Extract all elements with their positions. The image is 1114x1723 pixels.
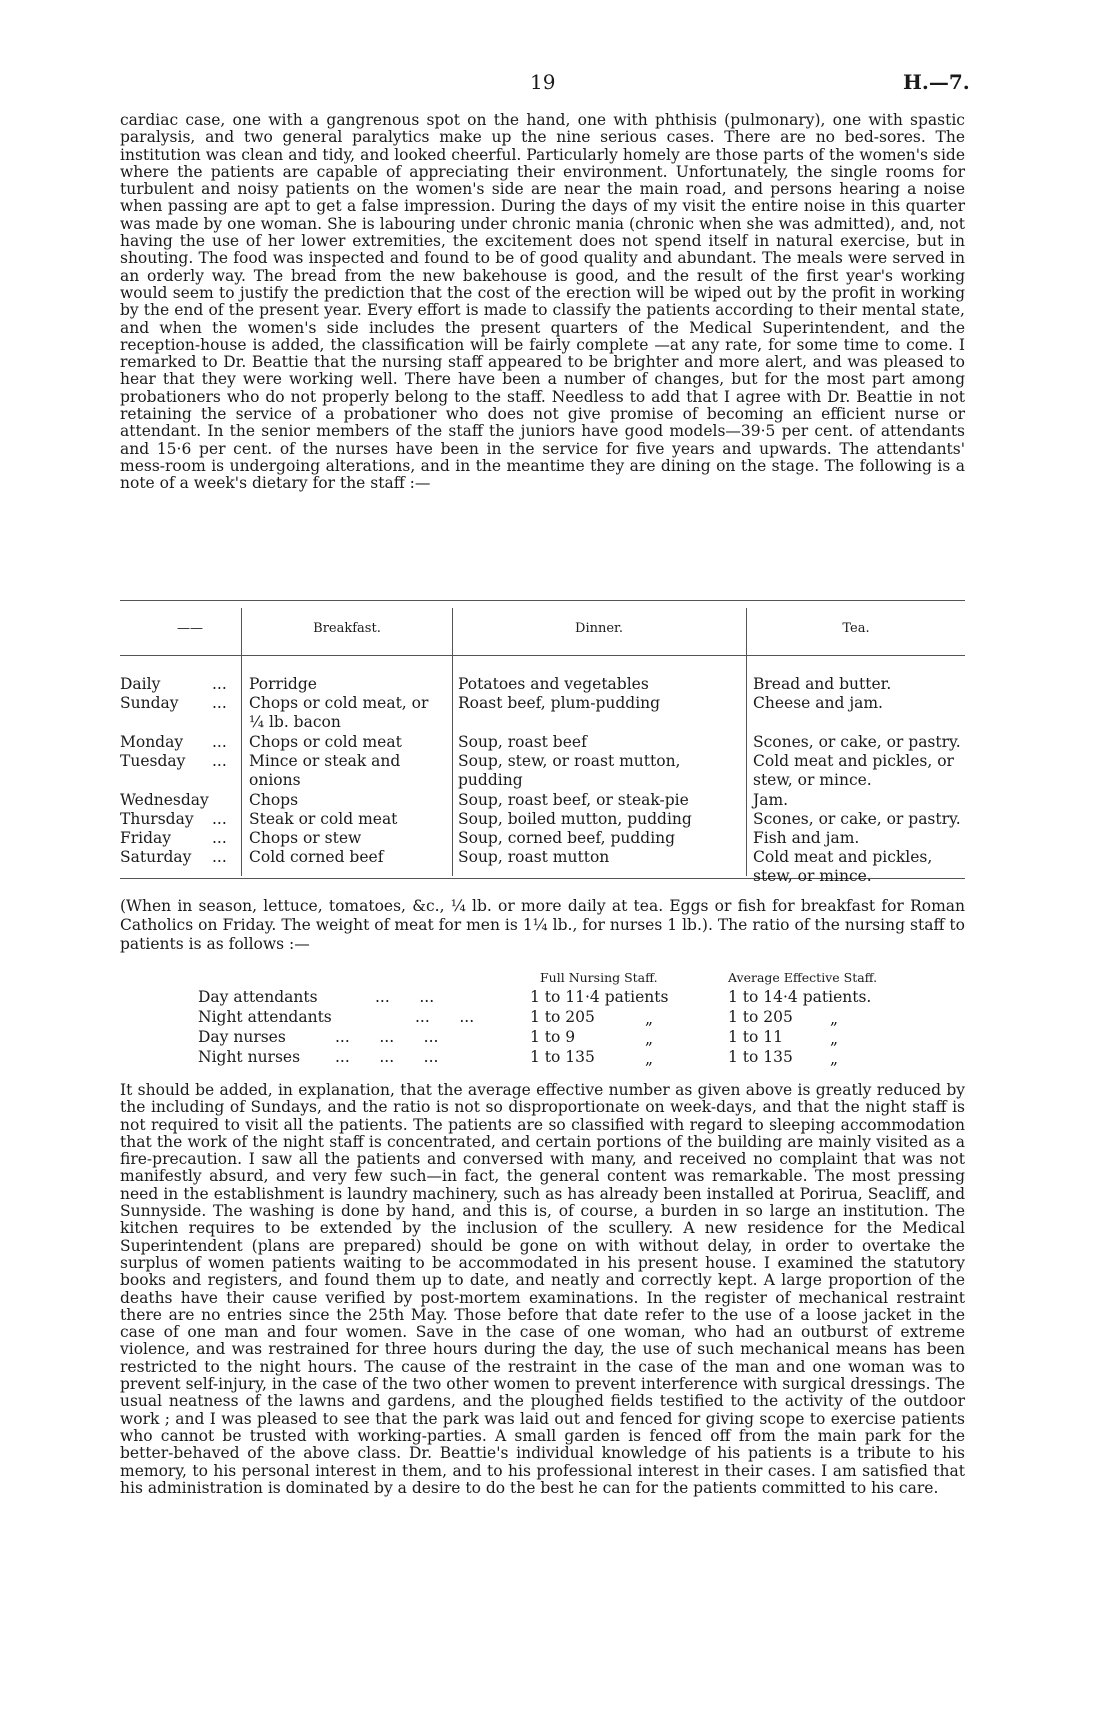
ditto-mark: „ bbox=[645, 1050, 654, 1068]
ratio-label: Day attendants bbox=[198, 988, 318, 1006]
ditto-mark: „ bbox=[645, 1030, 654, 1048]
ditto-mark: „ bbox=[645, 1010, 654, 1028]
table-cell-breakfast: Chops or cold meat bbox=[249, 733, 402, 751]
table-column-divider bbox=[746, 608, 747, 876]
table-cell-breakfast: Chops or cold meat, or ¼ lb. bacon bbox=[249, 694, 429, 731]
table-cell-dinner: Soup, roast beef bbox=[458, 733, 587, 751]
leader-dots: ... bbox=[212, 829, 227, 847]
body-paragraph-3: It should be added, in explanation, that the average effective number as given above is greatly reduced by the including of Sundays, and the ratio is not so disproportionate on week-days, and that the night staff is not required to visit all the patients. The patients are so classified with regard to sleeping accommodation that the work of the night staff is concentrated, and certain portions of the building are mainly visited as a fire-precaution. I saw all the patients and conversed with many, and received no complaint that was not manifestly absurd, and very few such—in fact, the general content was remarkable. The most pressing need in the establishment is laundry machinery, such as has already been installed at Porirua, Seacliff, and Sunnyside. The washing is done by hand, and this is, of course, a burden in so large an institution. The kitchen requires to be extended by the inclusion of the scullery. A new residence for the Medical Superintendent (plans are prepared) should be gone on with without delay, in order to overtake the surplus of women patients waiting to be accommodated in his present house. I examined the statutory books and registers, and found them up to date, and neatly and correctly kept. A large proportion of the deaths have their cause verified by post-mortem examinations. In the register of mechanical restraint there are no entries since the 25th May. Those before that date refer to the use of a loose jacket in the case of one man and four women. Save in the case of one woman, who had an outburst of extreme violence, and was restrained for three hours during the day, the use of such mechanical means has been restricted to the night hours. The cause of the restraint in the case of the man and one woman was to prevent self-injury, in the case of the two other women to prevent interference with surgical dressings. The usual neatness of the lawns and gardens, and the ploughed fields testified to the activity of the outdoor work ; and I was pleased to see that the park was laid out and fenced for giving scope to exercise patients who cannot be trusted with working-parties. A small garden is fenced off from the main park for the better-behaved of the above class. Dr. Beattie's individual knowledge of his patients is a tribute to his memory, to his personal interest in them, and to his professional interest in their cases. I am satisfied that his administration is dominated by a desire to do the best he can for the patients committed to his care. bbox=[120, 1081, 965, 1497]
page-number: 19 bbox=[530, 70, 556, 94]
ratio-full: 1 to 205 bbox=[530, 1008, 595, 1026]
table-cell-tea: Cold meat and pickles, or stew, or mince. bbox=[753, 752, 954, 789]
table-cell-tea: Fish and jam. bbox=[753, 829, 860, 847]
table-header-rule bbox=[120, 655, 965, 656]
leader-dots: ... ... bbox=[415, 1008, 475, 1026]
table-cell-dinner: Soup, roast beef, or steak-pie bbox=[458, 791, 689, 809]
table-top-rule bbox=[120, 600, 965, 601]
ratio-average: 1 to 14·4 patients. bbox=[728, 988, 872, 1006]
table-column-divider bbox=[241, 608, 242, 876]
table-cell-tea: Bread and butter. bbox=[753, 675, 892, 693]
table-cell-breakfast: Chops bbox=[249, 791, 299, 809]
table-cell-dinner: Soup, roast mutton bbox=[458, 848, 610, 866]
table-cell-breakfast: Steak or cold meat bbox=[249, 810, 398, 828]
table-cell-day: Tuesday bbox=[120, 752, 186, 770]
table-cell-dinner: Roast beef, plum-pudding bbox=[458, 694, 661, 712]
table-cell-day: Friday bbox=[120, 829, 172, 847]
ditto-mark: „ bbox=[830, 1050, 839, 1068]
leader-dots: ... ... ... bbox=[335, 1048, 439, 1066]
table-cell-tea: Cheese and jam. bbox=[753, 694, 883, 712]
body-paragraph-1: cardiac case, one with a gangrenous spot on the hand, one with phthisis (pulmonary), one with spastic paralysis, and two general paralytics make up the nine serious cases. There are no bed-sores. The institution was clean and tidy, and looked cheerful. Particularly homely are those parts of the women's side where the patients are capable of appreciating their environment. Unfortunately, the single rooms for turbulent and noisy patients on the women's side are near the main road, and persons hearing a noise when passing are apt to get a false impression. During the days of my visit the entire noise in this quarter was made by one woman. She is labouring under chronic mania (chronic when she was admitted), and, not having the use of her lower extremities, the excitement does not spend itself in natural exercise, but in shouting. The food was inspected and found to be of good quality and abundant. The meals were served in an orderly way. The bread from the new bakehouse is good, and the result of the first year's working would seem to justify the prediction that the cost of the erection will be wiped out by the profit in working by the end of the present year. Every effort is made to classify the patients according to their mental state, and when the women's side includes the present quarters of the Medical Superintendent, and the reception-house is added, the classification will be fairly complete —at any rate, for some time to come. I remarked to Dr. Beattie that the nursing staff appeared to be brighter and more alert, and was pleased to hear that they were working well. There have been a number of changes, but for the most part among probationers who do not properly belong to the staff. Needless to add that I agree with Dr. Beattie in not retaining the service of a probationer who does not give promise of becoming an efficient nurse or attendant. In the senior members of the staff the juniors have good models—39·5 per cent. of attendants and 15·6 per cent. of the nurses have been in the service for five years and upwards. The attendants' mess-room is undergoing alterations, and in the meantime they are dining on the stage. The following is a note of a week's dietary for the staff :— bbox=[120, 111, 965, 493]
ratio-full: 1 to 135 bbox=[530, 1048, 595, 1066]
table-cell-tea: Scones, or cake, or pastry. bbox=[753, 810, 961, 828]
table-cell-day: Monday bbox=[120, 733, 184, 751]
table-cell-dinner: Soup, boiled mutton, pudding bbox=[458, 810, 692, 828]
table-cell-breakfast: Porridge bbox=[249, 675, 317, 693]
leader-dots: ... bbox=[212, 694, 227, 712]
table-column-divider bbox=[452, 608, 453, 876]
table-cell-breakfast: Mince or steak and onions bbox=[249, 752, 401, 789]
table-cell-day: Daily bbox=[120, 675, 161, 693]
ratio-average: 1 to 205 bbox=[728, 1008, 793, 1026]
ratio-header-full: Full Nursing Staff. bbox=[540, 970, 658, 985]
table-header-breakfast: Breakfast. bbox=[313, 621, 381, 636]
leader-dots: ... bbox=[212, 752, 227, 770]
leader-dots: ... bbox=[212, 848, 227, 866]
table-cell-tea: Cold meat and pickles, stew, or mince. bbox=[753, 848, 933, 885]
body-paragraph-2: (When in season, lettuce, tomatoes, &c., ¼ lb. or more daily at tea. Eggs or fish for breakfast for Roman Catholics on Friday. The weight of meat for men is 1¼ lb., for nurses 1 lb.). The ratio of the nursing staff to patients is as follows :— bbox=[120, 897, 965, 953]
table-header-dinner: Dinner. bbox=[575, 621, 623, 636]
ratio-label: Day nurses bbox=[198, 1028, 286, 1046]
leader-dots: ... bbox=[212, 810, 227, 828]
table-cell-day: Saturday bbox=[120, 848, 192, 866]
table-cell-tea: Jam. bbox=[753, 791, 789, 809]
table-cell-dinner: Soup, stew, or roast mutton, pudding bbox=[458, 752, 681, 789]
table-cell-dinner: Soup, corned beef, pudding bbox=[458, 829, 676, 847]
ratio-full: 1 to 11·4 patients bbox=[530, 988, 669, 1006]
ratio-average: 1 to 135 bbox=[728, 1048, 793, 1066]
leader-dots: ... bbox=[212, 675, 227, 693]
leader-dots: ... ... bbox=[375, 988, 435, 1006]
ditto-mark: „ bbox=[830, 1030, 839, 1048]
ratio-full: 1 to 9 bbox=[530, 1028, 576, 1046]
ratio-average: 1 to 11 bbox=[728, 1028, 783, 1046]
table-header-tea: Tea. bbox=[842, 621, 870, 636]
leader-dots: ... bbox=[212, 733, 227, 751]
document-code: H.—7. bbox=[903, 70, 970, 94]
table-cell-dinner: Potatoes and vegetables bbox=[458, 675, 649, 693]
table-header-blank: —— bbox=[177, 621, 203, 636]
leader-dots: ... ... ... bbox=[335, 1028, 439, 1046]
table-cell-day: Thursday bbox=[120, 810, 194, 828]
table-cell-breakfast: Cold corned beef bbox=[249, 848, 384, 866]
table-cell-day: Wednesday bbox=[120, 791, 209, 809]
ratio-label: Night nurses bbox=[198, 1048, 301, 1066]
ratio-label: Night attendants bbox=[198, 1008, 332, 1026]
table-cell-day: Sunday bbox=[120, 694, 179, 712]
ditto-mark: „ bbox=[830, 1010, 839, 1028]
ratio-header-average: Average Effective Staff. bbox=[728, 970, 878, 985]
table-cell-breakfast: Chops or stew bbox=[249, 829, 362, 847]
table-cell-tea: Scones, or cake, or pastry. bbox=[753, 733, 961, 751]
